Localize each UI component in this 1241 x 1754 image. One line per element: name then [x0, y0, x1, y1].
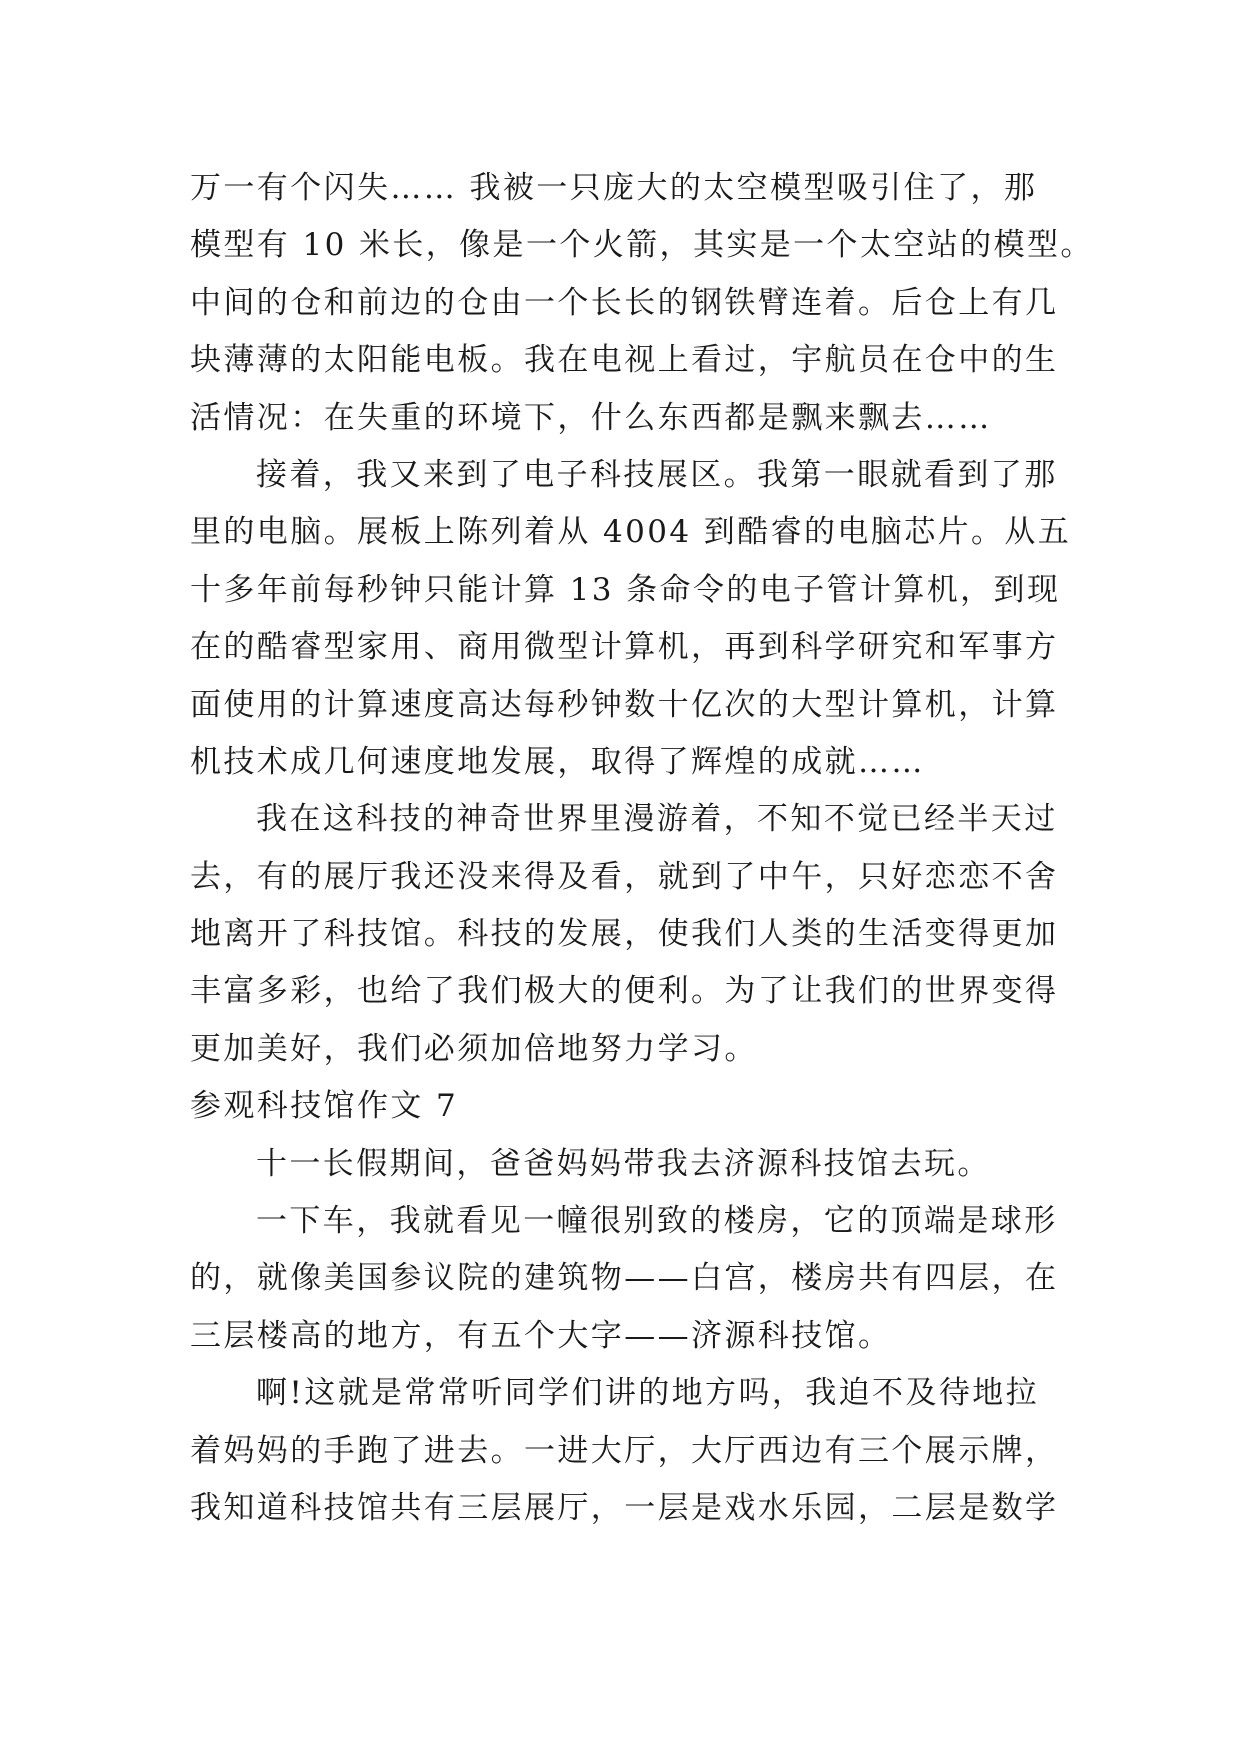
text-line: 十多年前每秒钟只能计算 13 条命令的电子管计算机，到现 — [190, 571, 1061, 608]
section-heading: 参观科技馆作文 7 — [190, 1088, 459, 1125]
paragraph-start-line: 啊!这就是常常听同学们讲的地方吗，我迫不及待地拉 — [256, 1375, 1040, 1412]
text-line: 地离开了科技馆。科技的发展，使我们人类的生活变得更加 — [190, 916, 1059, 953]
paragraph-start-line: 接着，我又来到了电子科技展区。我第一眼就看到了那 — [256, 456, 1058, 493]
text-line: 丰富多彩，也给了我们极大的便利。为了让我们的世界变得 — [190, 973, 1059, 1010]
text-line: 中间的仓和前边的仓由一个长长的钢铁臂连着。后仓上有几 — [190, 284, 1059, 321]
paragraph-start-line: 十一长假期间，爸爸妈妈带我去济源科技馆去玩。 — [256, 1145, 991, 1182]
essay-text — [190, 160, 1094, 1537]
text-line: 的，就像美国参议院的建筑物——白宫，楼房共有四层，在 — [190, 1260, 1059, 1297]
paragraph-start-line: 我在这科技的神奇世界里漫游着，不知不觉已经半天过 — [256, 801, 1058, 838]
text-line: 三层楼高的地方，有五个大字——济源科技馆。 — [190, 1317, 892, 1354]
text-line: 在的酷睿型家用、商用微型计算机，再到科学研究和军事方 — [190, 629, 1059, 666]
text-line: 万一有个闪失…… 我被一只庞大的太空模型吸引住了，那 — [190, 170, 1038, 206]
paragraph-start-line: 一下车，我就看见一幢很别致的楼房，它的顶端是球形 — [256, 1203, 1058, 1240]
text-line: 面使用的计算速度高达每秒钟数十亿次的大型计算机，计算 — [190, 686, 1059, 723]
text-line: 活情况：在失重的环境下，什么东西都是飘来飘去…… — [190, 399, 992, 436]
text-line: 模型有 10 米长，像是一个火箭，其实是一个太空站的模型。 — [190, 227, 1094, 264]
text-line: 机技术成几何速度地发展，取得了辉煌的成就…… — [190, 743, 925, 780]
text-line: 块薄薄的太阳能电板。我在电视上看过，宇航员在仓中的生 — [190, 342, 1059, 379]
text-line: 着妈妈的手跑了进去。一进大厅，大厅西边有三个展示牌， — [190, 1432, 1059, 1469]
text-line: 更加美好，我们必须加倍地努力学习。 — [190, 1030, 758, 1067]
text-line: 去，有的展厅我还没来得及看，就到了中午，只好恋恋不舍 — [190, 858, 1059, 895]
text-line: 里的电脑。展板上陈列着从 4004 到酷睿的电脑芯片。从五 — [190, 514, 1072, 551]
text-line: 我知道科技馆共有三层展厅，一层是戏水乐园，二层是数学 — [190, 1489, 1059, 1526]
